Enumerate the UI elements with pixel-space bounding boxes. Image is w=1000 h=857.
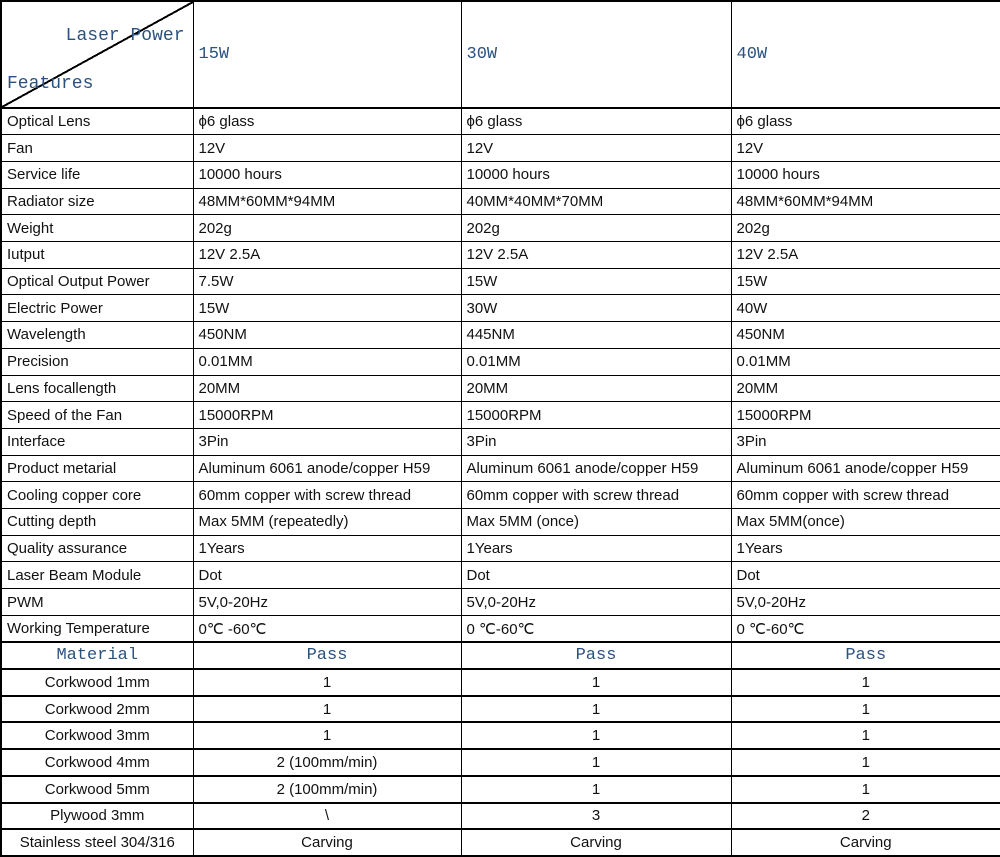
spec-value-15w: Aluminum 6061 anode/copper H59	[193, 455, 461, 482]
spec-value-40w: 15000RPM	[731, 402, 1000, 429]
spec-value-15w: 15W	[193, 295, 461, 322]
material-row	[1, 749, 1000, 776]
pass-value-30w: 1	[461, 696, 731, 723]
pass-value-30w: 1	[461, 749, 731, 776]
pass-value-15w: 1	[193, 669, 461, 696]
spec-value-15w: 3Pin	[193, 428, 461, 455]
spec-value-30w: 12V 2.5A	[461, 242, 731, 269]
corner-label-laser-power: Laser Power	[65, 26, 185, 46]
feature-label: Interface	[1, 428, 193, 455]
spec-row	[1, 135, 1000, 162]
feature-label: Weight	[1, 215, 193, 242]
material-label: Corkwood 1mm	[1, 669, 193, 696]
spec-row	[1, 615, 1000, 642]
spec-value-40w: 5V,0-20Hz	[731, 589, 1000, 616]
material-section	[1, 642, 1000, 856]
material-row	[1, 669, 1000, 696]
spec-row	[1, 455, 1000, 482]
spec-row	[1, 375, 1000, 402]
pass-value-40w: Carving	[731, 829, 1000, 856]
spec-value-40w: 10000 hours	[731, 161, 1000, 188]
spec-value-40w: 48MM*60MM*94MM	[731, 188, 1000, 215]
spec-value-40w: Aluminum 6061 anode/copper H59	[731, 455, 1000, 482]
spec-value-15w: 12V	[193, 135, 461, 162]
spec-value-30w: 445NM	[461, 322, 731, 349]
pass-value-15w: 2 (100mm/min)	[193, 776, 461, 803]
spec-value-30w: 0 ℃-60℃	[461, 615, 731, 642]
spec-value-40w: 0 ℃-60℃	[731, 615, 1000, 642]
pass-value-40w: 1	[731, 749, 1000, 776]
feature-label: Laser Beam Module	[1, 562, 193, 589]
pass-value-15w: 1	[193, 696, 461, 723]
spec-value-40w: 3Pin	[731, 428, 1000, 455]
pass-value-15w: 1	[193, 722, 461, 749]
spec-value-40w: 40W	[731, 295, 1000, 322]
spec-value-40w: 15W	[731, 268, 1000, 295]
spec-value-30w: ϕ6 glass	[461, 108, 731, 135]
spec-value-30w: Dot	[461, 562, 731, 589]
spec-value-30w: 3Pin	[461, 428, 731, 455]
spec-value-15w: Dot	[193, 562, 461, 589]
spec-value-30w: 5V,0-20Hz	[461, 589, 731, 616]
pass-value-30w: 3	[461, 803, 731, 830]
pass-value-40w: 1	[731, 722, 1000, 749]
spec-value-40w: 0.01MM	[731, 348, 1000, 375]
pass-value-30w: Carving	[461, 829, 731, 856]
spec-value-15w: 1Years	[193, 535, 461, 562]
spec-value-15w: 5V,0-20Hz	[193, 589, 461, 616]
pass-value-30w: 1	[461, 776, 731, 803]
spec-value-30w: 40MM*40MM*70MM	[461, 188, 731, 215]
pass-value-30w: 1	[461, 722, 731, 749]
spec-value-40w: 1Years	[731, 535, 1000, 562]
spec-value-30w: 15000RPM	[461, 402, 731, 429]
corner-label-features: Features	[7, 74, 94, 94]
spec-value-40w: 60mm copper with screw thread	[731, 482, 1000, 509]
feature-label: Fan	[1, 135, 193, 162]
feature-label: Optical Lens	[1, 108, 193, 135]
spec-row	[1, 108, 1000, 135]
feature-label: Working Temperature	[1, 615, 193, 642]
column-header-40w: 40W	[731, 1, 1000, 108]
spec-row	[1, 562, 1000, 589]
material-label: Corkwood 4mm	[1, 749, 193, 776]
spec-value-15w: 20MM	[193, 375, 461, 402]
spec-value-15w: ϕ6 glass	[193, 108, 461, 135]
feature-label: Product metarial	[1, 455, 193, 482]
header-row	[1, 1, 1000, 108]
spec-row	[1, 348, 1000, 375]
feature-label: Cutting depth	[1, 509, 193, 536]
spec-value-40w: 12V	[731, 135, 1000, 162]
material-row	[1, 829, 1000, 856]
spec-value-15w: 60mm copper with screw thread	[193, 482, 461, 509]
spec-value-30w: 15W	[461, 268, 731, 295]
material-row	[1, 696, 1000, 723]
spec-value-15w: 48MM*60MM*94MM	[193, 188, 461, 215]
spec-row	[1, 535, 1000, 562]
spec-row	[1, 188, 1000, 215]
material-row	[1, 776, 1000, 803]
feature-label: Wavelength	[1, 322, 193, 349]
spec-section	[1, 108, 1000, 642]
spec-value-40w: 20MM	[731, 375, 1000, 402]
material-label: Stainless steel 304/316	[1, 829, 193, 856]
material-header-row	[1, 642, 1000, 669]
material-row	[1, 803, 1000, 830]
pass-value-40w: 2	[731, 803, 1000, 830]
pass-header-30w: Pass	[461, 642, 731, 669]
spec-value-30w: 0.01MM	[461, 348, 731, 375]
spec-value-15w: 0℃ -60℃	[193, 615, 461, 642]
feature-label: Radiator size	[1, 188, 193, 215]
material-header-label: Material	[1, 642, 193, 669]
spec-value-40w: 202g	[731, 215, 1000, 242]
spec-value-15w: 0.01MM	[193, 348, 461, 375]
spec-row	[1, 322, 1000, 349]
spec-row	[1, 161, 1000, 188]
spec-value-30w: 1Years	[461, 535, 731, 562]
spec-row	[1, 589, 1000, 616]
spec-value-30w: 30W	[461, 295, 731, 322]
spec-value-15w: 450NM	[193, 322, 461, 349]
feature-label: Iutput	[1, 242, 193, 269]
pass-value-15w: \	[193, 803, 461, 830]
feature-label: PWM	[1, 589, 193, 616]
feature-label: Precision	[1, 348, 193, 375]
spec-value-30w: 20MM	[461, 375, 731, 402]
pass-value-40w: 1	[731, 776, 1000, 803]
spec-value-40w: Max 5MM(once)	[731, 509, 1000, 536]
spec-value-40w: ϕ6 glass	[731, 108, 1000, 135]
table-header	[1, 1, 1000, 108]
spec-value-15w: 7.5W	[193, 268, 461, 295]
spec-value-15w: 15000RPM	[193, 402, 461, 429]
column-header-15w: 15W	[193, 1, 461, 108]
spec-value-40w: 450NM	[731, 322, 1000, 349]
spec-value-40w: 12V 2.5A	[731, 242, 1000, 269]
spec-value-30w: 202g	[461, 215, 731, 242]
pass-header-40w: Pass	[731, 642, 1000, 669]
spec-value-15w: Max 5MM (repeatedly)	[193, 509, 461, 536]
feature-label: Quality assurance	[1, 535, 193, 562]
material-label: Corkwood 2mm	[1, 696, 193, 723]
feature-label: Cooling copper core	[1, 482, 193, 509]
spec-value-30w: 12V	[461, 135, 731, 162]
pass-value-40w: 1	[731, 696, 1000, 723]
pass-value-15w: 2 (100mm/min)	[193, 749, 461, 776]
spec-row	[1, 402, 1000, 429]
material-label: Corkwood 3mm	[1, 722, 193, 749]
spec-value-15w: 202g	[193, 215, 461, 242]
feature-label: Lens focallength	[1, 375, 193, 402]
spec-row	[1, 428, 1000, 455]
spec-row	[1, 242, 1000, 269]
corner-header-cell	[1, 1, 193, 108]
material-row	[1, 722, 1000, 749]
pass-header-15w: Pass	[193, 642, 461, 669]
feature-label: Electric Power	[1, 295, 193, 322]
feature-label: Service life	[1, 161, 193, 188]
material-label: Corkwood 5mm	[1, 776, 193, 803]
spec-row	[1, 268, 1000, 295]
material-label: Plywood 3mm	[1, 803, 193, 830]
spec-value-30w: 60mm copper with screw thread	[461, 482, 731, 509]
spec-value-30w: Aluminum 6061 anode/copper H59	[461, 455, 731, 482]
feature-label: Optical Output Power	[1, 268, 193, 295]
column-header-30w: 30W	[461, 1, 731, 108]
spec-value-30w: 10000 hours	[461, 161, 731, 188]
spec-value-15w: 12V 2.5A	[193, 242, 461, 269]
spec-row	[1, 482, 1000, 509]
pass-value-30w: 1	[461, 669, 731, 696]
pass-value-40w: 1	[731, 669, 1000, 696]
feature-label: Speed of the Fan	[1, 402, 193, 429]
spec-row	[1, 215, 1000, 242]
spec-row	[1, 295, 1000, 322]
spec-value-40w: Dot	[731, 562, 1000, 589]
spec-row	[1, 509, 1000, 536]
spec-value-15w: 10000 hours	[193, 161, 461, 188]
spec-value-30w: Max 5MM (once)	[461, 509, 731, 536]
pass-value-15w: Carving	[193, 829, 461, 856]
